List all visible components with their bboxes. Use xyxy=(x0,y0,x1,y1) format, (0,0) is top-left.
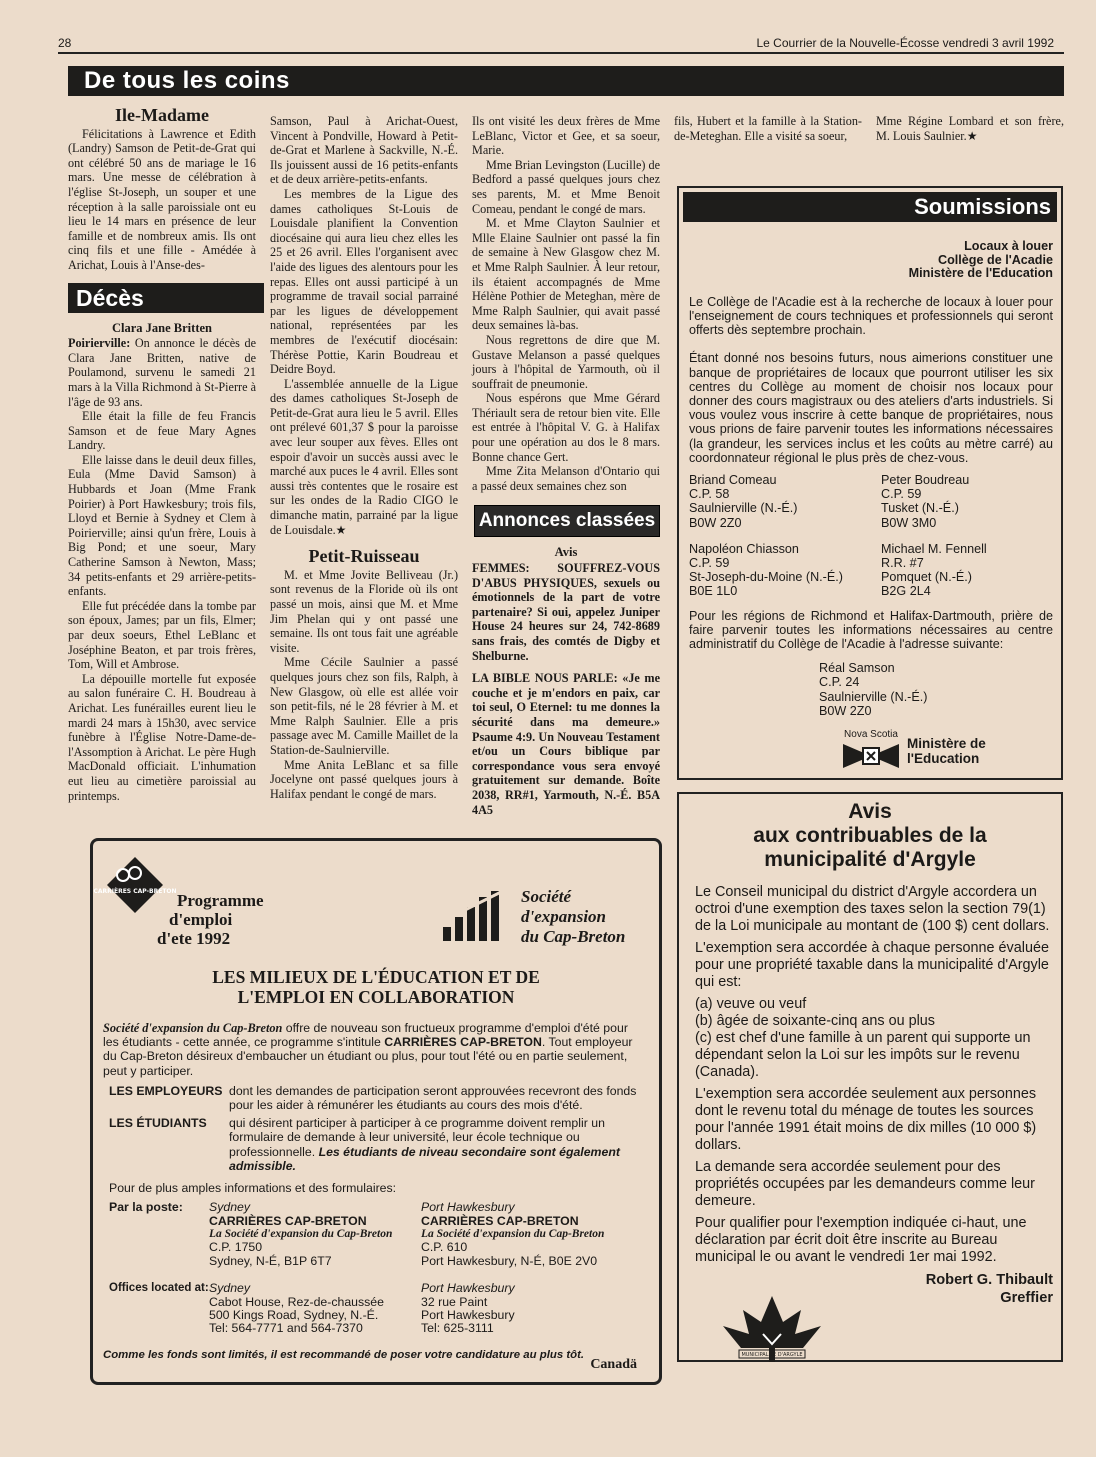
etudiants-row xyxy=(109,1116,647,1173)
avis-title-line-2: aux contribuables de la xyxy=(753,824,987,847)
soumissions-ad xyxy=(677,186,1063,780)
postal-sydney xyxy=(209,1201,421,1268)
contact-2 xyxy=(881,473,1061,530)
avis-para-2: L'exemption sera accordée à chaque personne évaluée pour une propriété taxable dans la municipalité d'Argyle qui est: xyxy=(695,940,1049,990)
office-city-ph: Port Hawkesbury xyxy=(421,1281,515,1296)
city-sydney: Sydney xyxy=(209,1200,251,1215)
offices-label: Offices located at: xyxy=(109,1282,209,1295)
britten-para-4: Elle fut précédée dans la tombe par son époux, James; par un fils, Elmer; par deux soeurs, Ethel LeBlanc et Joséphine Beaton, et par trois frères, Tom, Will et Ambrose. xyxy=(68,598,256,672)
nova-scotia-flag-icon xyxy=(843,742,899,770)
carrieres-badge xyxy=(93,853,177,920)
employeurs-label: LES EMPLOYEURS xyxy=(109,1083,223,1098)
societe-line-1: Société xyxy=(521,887,572,906)
societe-line-2: d'expansion xyxy=(521,907,607,926)
carrieres-ad xyxy=(90,838,662,1385)
avis-item-b: (b) âgée de soixante-cinq ans ou plus xyxy=(695,1013,935,1029)
org-name: CARRIÈRES CAP-BRETON xyxy=(209,1213,367,1228)
contact-code: B0W 2Z0 xyxy=(689,515,742,530)
column-3 xyxy=(472,114,660,817)
col3-para-1: Ils ont visité les deux frères de Mme LeBlanc, Victor et Gee, et sa soeur, Marie. xyxy=(472,114,660,158)
heading-britten: Clara Jane Britten xyxy=(112,320,212,335)
post-label: Par la poste: xyxy=(109,1200,183,1215)
office-sydney-phone: Tel: 564-7771 and 564-7370 xyxy=(209,1321,363,1336)
signature-title: Greffier xyxy=(1000,1290,1053,1306)
contact-box: C.P. 59 xyxy=(881,487,922,502)
contact-1 xyxy=(689,473,881,530)
intro-program: CARRIÈRES CAP-BRETON xyxy=(384,1035,542,1050)
employeurs-row xyxy=(109,1084,647,1112)
contact-box: C.P. 58 xyxy=(689,487,730,502)
contact-town: St-Joseph-du-Moine (N.-É.) xyxy=(689,570,843,585)
avis-para-5: Pour qualifier pour l'exemption indiquée ci-haut, une déclaration par écrit doit être inscrite au Bureau municipal le ou avant le vendredi 1er mai 1992. xyxy=(695,1215,1027,1265)
programme-line-3: d'ete 1992 xyxy=(157,929,231,948)
contact-town: Tusket (N.-É.) xyxy=(881,501,959,516)
contact-town: Pomquet (N.-É.) xyxy=(881,570,972,585)
britten-para-2: Elle était la fille de feu Francis Samson et de feue Mary Agnes Landry. xyxy=(68,409,256,453)
carrieres-intro xyxy=(103,1021,647,1078)
col2-para-6: Mme Anita LeBlanc et sa fille Jocelyne ont passé quelques jours à Halifax pendant le congé de mars. xyxy=(270,757,458,801)
etudiants-label: LES ÉTUDIANTS xyxy=(109,1116,207,1131)
headline-line-2: L'EMPLOI EN COLLABORATION xyxy=(237,987,515,1007)
office-city-sydney: Sydney xyxy=(209,1281,251,1296)
etudiants-text-bold: Les étudiants de niveau secondaire sont également admissible. xyxy=(229,1144,620,1173)
heading-avis: Avis xyxy=(554,545,578,560)
soumissions-r1: Locaux à louer xyxy=(964,239,1053,253)
city-port-hawkesbury: Port Hawkesbury xyxy=(421,1200,515,1215)
carrieres-badge-icon xyxy=(93,853,177,917)
contact-name: Michael M. Fennell xyxy=(881,541,987,556)
avis-para-1: Le Conseil municipal du district d'Argyle accordera un octroi d'une exemption des taxes selon la section 79(1) de la Loi municipale au montant de (100 $) cent dollars. xyxy=(695,884,1050,934)
svg-text:MUNICIPALITÉ D'ARGYLE: MUNICIPALITÉ D'ARGYLE xyxy=(741,1352,803,1358)
nova-scotia-label: Nova Scotia xyxy=(844,729,898,741)
intro-text-2: . Tout employeur du Cap-Breton désireux d'embaucher un étudiant ou plus, pour tout l'été ou en partie seulement, peut y participer. xyxy=(103,1035,633,1078)
address-name: Réal Samson xyxy=(819,661,895,676)
carrieres-headline xyxy=(93,967,659,1007)
avis-title-line-3: municipalité d'Argyle xyxy=(764,848,976,871)
col3-para-4: Nous regrettons de dire que M. Gustave Melanson a passé quelques jours à l'hôpital de Yarmouth, où il souffrait de pneumonie. xyxy=(472,332,660,391)
ile-madame-text: Félicitations à Lawrence et Edith (Landry) Samson de Petit-de-Grat qui ont célébré 50 ans de mariage le 16 mars. Une messe de célébration à l'église St-Joseph, un souper et une réception à la salle paroissiale ont eu lieu le 14 mars en présence de leur famille et de nombreux amis. Ils ont cinq fils et une fille - Amédée à Arichat, Louis à l'Anse-des- xyxy=(68,126,256,272)
avis-para-3: L'exemption sera accordée seulement aux personnes dont le revenu total du ménage de toutes les sources pour l'année 1991 était moins de dix milles (10 000 $) dollars. xyxy=(695,1086,1037,1153)
sydney-address: Sydney, N-É, B1P 6T7 xyxy=(209,1253,332,1268)
office-ph-line-1: 32 rue Paint xyxy=(421,1294,488,1309)
contact-name: Peter Boudreau xyxy=(881,473,970,488)
contact-code: B0E 1L0 xyxy=(689,584,738,599)
avis-juniper: FEMMES: SOUFFREZ-VOUS D'ABUS PHYSIQUES, sexuels ou émotionnels de la part de votre partenaire? Si oui, appelez Juniper House 24 heures sur 24, 742-8689 sans frais, des comtés de Digby et Shelburne. xyxy=(472,561,660,663)
column-5 xyxy=(876,114,1064,143)
soumissions-heading xyxy=(679,240,1053,281)
soumissions-para-2: Étant donné nos besoins futurs, nous aimerions constituer une banque de propriétaires de locaux que pourront utiliser les six centres du Collège au moment de choisir nos locaux pour donner des cours magistraux ou des ateliers d'arts industriels. Si vous voulez vous inscrire à cette banque de propriétaires, nous vous prions de faire parvenir toutes les informations nécessaires (la grandeur, les services inclus et les coûts au mètre carré) au coordonnateur régional le plus près de chez-vous. xyxy=(689,351,1053,465)
avis-bible: LA BIBLE NOUS PARLE: «Je me couche et je m'endors en paix, car toi seul, O Eternel: tu me donnes la sécurité dans ma demeure.» Psaume 4:9. Un Nouveau Testament et/ou un Cours biblique par correspondance vous sera envoyé gratuitement sur demande. Boîte 2038, RR#1, Yarmouth, N.-É. B5A 4A5 xyxy=(472,671,660,817)
address-code: B0W 2Z0 xyxy=(819,703,872,718)
avis-title-line-1: Avis xyxy=(848,800,892,823)
postal-port-hawkesbury xyxy=(421,1201,621,1268)
intro-text: offre de nouveau son fructueux programme d'emploi d'été pour les étudiants - cette année, ce programme s'intitule xyxy=(103,1021,628,1050)
office-addresses xyxy=(109,1282,659,1336)
header-rule xyxy=(58,52,1064,54)
avis-argyle-body xyxy=(695,884,1053,1266)
contact-box: R.R. #7 xyxy=(881,556,924,571)
contact-code: B2G 2L4 xyxy=(881,584,931,599)
ph-address: Port Hawkesbury, N-É, B0E 2V0 xyxy=(421,1253,598,1268)
etudiants-text xyxy=(229,1116,647,1173)
britten-text-1: On annonce le décès de Clara Jane Britten, native de Poulamond, survenu le samedi 21 mars à la Villa Richmond à St-Pierre à l'âge de 93 ans. xyxy=(68,336,256,409)
central-address xyxy=(819,661,1061,718)
col2-para-2: Les membres de la Ligue des dames catholiques St-Louis de Louisdale planifient la Convention diocésaine qui aura lieu chez elles les 25 et 26 avril. Elles l'organisent avec l'aide des ligues des alentours pour les repas. Elles ont aussi participé à un programme de travail social parrainé par les ligues de développement national, représentées par les membres de l'exécutif diocésain: Thérèse Pottie, Karin Boudreau et Deidre Boyd. xyxy=(270,186,458,377)
more-info: Pour de plus amples informations et des formulaires: xyxy=(109,1181,397,1196)
carrieres-footer: Comme les fonds sont limités, il est recommandé de poser votre candidature au plus tôt. xyxy=(103,1348,585,1361)
org-sub: La Société d'expansion du Cap-Breton xyxy=(209,1228,393,1241)
contact-4 xyxy=(881,542,1061,599)
contacts-grid xyxy=(689,473,1061,599)
programme-title xyxy=(157,891,264,948)
col3-para-6: Mme Zita Melanson d'Ontario qui a passé deux semaines chez son xyxy=(472,464,660,493)
address-town: Saulnierville (N.-É.) xyxy=(819,689,928,704)
soumissions-para-3: Pour les régions de Richmond et Halifax-Dartmouth, prière de faire parvenir toutes les informations nécessaires au centre administratif du Collège de l'Acadie à l'adresse suivante: xyxy=(689,608,1053,652)
column-4 xyxy=(674,114,862,143)
contact-name: Briand Comeau xyxy=(689,473,777,488)
heading-ile-madame: Ile-Madame xyxy=(115,105,209,125)
ph-box: C.P. 610 xyxy=(421,1240,468,1255)
etudiants-text-main: qui désirent participer à participer à ce programme doivent remplir un formulaire de demande à leur université, leur école technique ou professionnelle. xyxy=(229,1116,605,1159)
canada-wordmark: Canadä xyxy=(590,1356,637,1372)
office-sydney xyxy=(209,1282,421,1336)
deces-title: Décès xyxy=(68,283,264,313)
employeurs-text: dont les demandes de participation seront approuvées recevront des fonds pour les aider à rémunérer les étudiants au cours des mois d'été. xyxy=(229,1083,637,1113)
programme-line-2: d'emploi xyxy=(169,910,233,929)
contact-3 xyxy=(689,542,881,599)
section-title: De tous les coins xyxy=(68,66,1064,96)
column-1 xyxy=(68,106,256,803)
page-number: 28 xyxy=(58,36,72,50)
avis-item-a: (a) veuve ou veuf xyxy=(695,996,807,1012)
societe-title xyxy=(521,887,625,947)
contact-name: Napoléon Chiasson xyxy=(689,541,799,556)
col3-para-5: Nous espérons que Mme Gérard Thériault sera de retour bien vite. Elle est entrée à l'hôpital V. G. à Halifax pour une opération au dos le 8 mars. Bonne chance Gert. xyxy=(472,391,660,464)
ministere-line-2: l'Education xyxy=(907,750,980,766)
office-sydney-line-2: 500 Kings Road, Sydney, N.-É. xyxy=(209,1308,379,1323)
office-ph-phone: Tel: 625-3111 xyxy=(421,1321,494,1336)
avis-argyle-title xyxy=(679,800,1061,872)
heading-petit-ruisseau: Petit-Ruisseau xyxy=(308,546,420,567)
annonces-title: Annonces classées xyxy=(474,505,660,537)
office-port-hawkesbury xyxy=(421,1282,621,1336)
column-2 xyxy=(270,114,458,801)
nova-scotia-mark xyxy=(843,728,899,773)
avis-item-c: (c) est chef d'une famille à un parent qui supporte un dépendant selon la Loi sur les impôts sur le revenu (Canada). xyxy=(695,1030,1031,1080)
argyle-emblem-icon xyxy=(717,1294,827,1364)
col2-para-4: M. et Mme Jovite Belliveau (Jr.) sont revenus de la Floride où ils ont passé un mois, ainsi que M. et Mme Jim Phelan qui y ont passé une semaine. Ils ont tous fait une agréable visite. xyxy=(270,567,458,655)
col5-para-1: Mme Régine Lombard et son frère, M. Louis Saulnier.★ xyxy=(876,114,1064,143)
sydney-box: C.P. 1750 xyxy=(209,1240,263,1255)
britten-para-1 xyxy=(68,336,256,409)
avis-argyle-ad xyxy=(677,792,1063,1362)
avis-para-4: La demande sera accordée seulement pour des propriétés occupées par les demandeurs comme leur demeure. xyxy=(695,1159,1035,1209)
col3-para-3: M. et Mme Clayton Saulnier et Mlle Elaine Saulnier ont passé la fin de semaine à New Glasgow chez M. et Mme Ralph Saulnier. À leur retour, ils étaient accompagnés de Mme Hélène Pothier de Meteghan, mère de Mme Ralph Saulnier, qui avait passé deux semaines là-bas. xyxy=(472,216,660,333)
postal-addresses xyxy=(109,1201,659,1268)
contact-code: B0W 3M0 xyxy=(881,515,937,530)
org-name: CARRIÈRES CAP-BRETON xyxy=(421,1213,579,1228)
org-sub: La Société d'expansion du Cap-Breton xyxy=(421,1228,605,1241)
societe-line-3: du Cap-Breton xyxy=(521,927,626,946)
office-sydney-line-1: Cabot House, Rez-de-chaussée xyxy=(209,1294,384,1309)
britten-lead: Poirierville: xyxy=(68,336,131,351)
ministere-label xyxy=(907,736,986,766)
svg-text:CARRIÈRES CAP-BRETON: CARRIÈRES CAP-BRETON xyxy=(93,888,177,895)
publication-dateline: Le Courrier de la Nouvelle-Écosse vendredi 3 avril 1992 xyxy=(756,36,1054,50)
col2-para-5: Mme Cécile Saulnier a passé quelques jours chez son fils, Ralph, à New Glasgow, où elle est allée voir son petit-fils, né le 28 février à M. et Mme Ralph Saulnier. Elle a pris passage avec M. Camille Maillet de la Station-de-Saulnierville. xyxy=(270,655,458,757)
col4-para-1: fils, Hubert et la famille à la Station-de-Meteghan. Elle a visité sa soeur, xyxy=(674,114,862,143)
col2-para-1: Samson, Paul à Arichat-Ouest, Vincent à Pondville, Howard à Petit-de-Grat et Marlene à Sackville, N.-É. Ils jouissent aussi de 16 petits-enfants et de deux arrière-petits-enfants. xyxy=(270,114,458,187)
nova-scotia-logo xyxy=(843,728,1061,773)
col2-para-3: L'assemblée annuelle de la Ligue des dames catholiques St-Joseph de Petit-de-Grat aura lieu le 5 avril. Elles ont prélevé 601,37 $ pour la paroisse avec leur souper aux fèves. Elles ont espoir d'avoir un succès aussi avec le marché aux puces le 4 avril. Elles sont aussi très contentes que le rosaire est sur les ondes de la Radio CIGO le dimanche matin, parrainé par la ligue de Louisdale.★ xyxy=(270,376,458,537)
headline-line-1: LES MILIEUX DE L'ÉDUCATION ET DE xyxy=(212,967,540,987)
britten-para-3: Elle laisse dans le deuil deux filles, Eula (Mme David Samson) à Hubbards et Joan (Mme Frank Poirier) à Port Hawkesbury; trois fils, Lloyd et Bernie à Sydney et Clem à Poirierville; ainsi qu'un frère, Louis à Big Pond; et une soeur, Mary Catherine Samson à Newton, Mass; 34 petits-enfants et 29 arrière-petits-enfants. xyxy=(68,452,256,599)
contact-town: Saulnierville (N.-É.) xyxy=(689,501,798,516)
signature-name: Robert G. Thibault xyxy=(925,1272,1053,1288)
soumissions-title: Soumissions xyxy=(683,192,1057,222)
intro-org: Société d'expansion du Cap-Breton xyxy=(103,1021,283,1035)
ecbc-logo-icon xyxy=(433,887,513,943)
col3-para-2: Mme Brian Levingston (Lucille) de Bedford a passé quelques jours chez ses parents, M. et Mme Benoit Comeau, pendant le congé de mars. xyxy=(472,157,660,216)
contact-box: C.P. 59 xyxy=(689,556,730,571)
soumissions-para-1: Le Collège de l'Acadie est à la recherche de locaux à louer pour l'enseignement de cours techniques et professionnels qui seront offerts dès septembre prochain. xyxy=(689,294,1053,338)
ministere-line-1: Ministère de xyxy=(907,735,986,751)
office-ph-line-2: Port Hawkesbury xyxy=(421,1308,515,1323)
soumissions-r3: Ministère de l'Education xyxy=(908,266,1053,281)
programme-line-1: Programme xyxy=(177,891,264,910)
address-box: C.P. 24 xyxy=(819,675,860,690)
britten-para-5: La dépouille mortelle fut exposée au salon funéraire C. H. Boudreau à Arichat. Les funérailles eurent lieu le mardi 24 mars à 15h30, avec service funèbre à l'Église Notre-Dame-de-l'Assomption à Arichat. Le père Hugh MacDonald officiait. L'inhumation eut lieu au cimetière paroissial au printemps. xyxy=(68,671,256,803)
soumissions-r2: Collège de l'Acadie xyxy=(938,252,1053,267)
